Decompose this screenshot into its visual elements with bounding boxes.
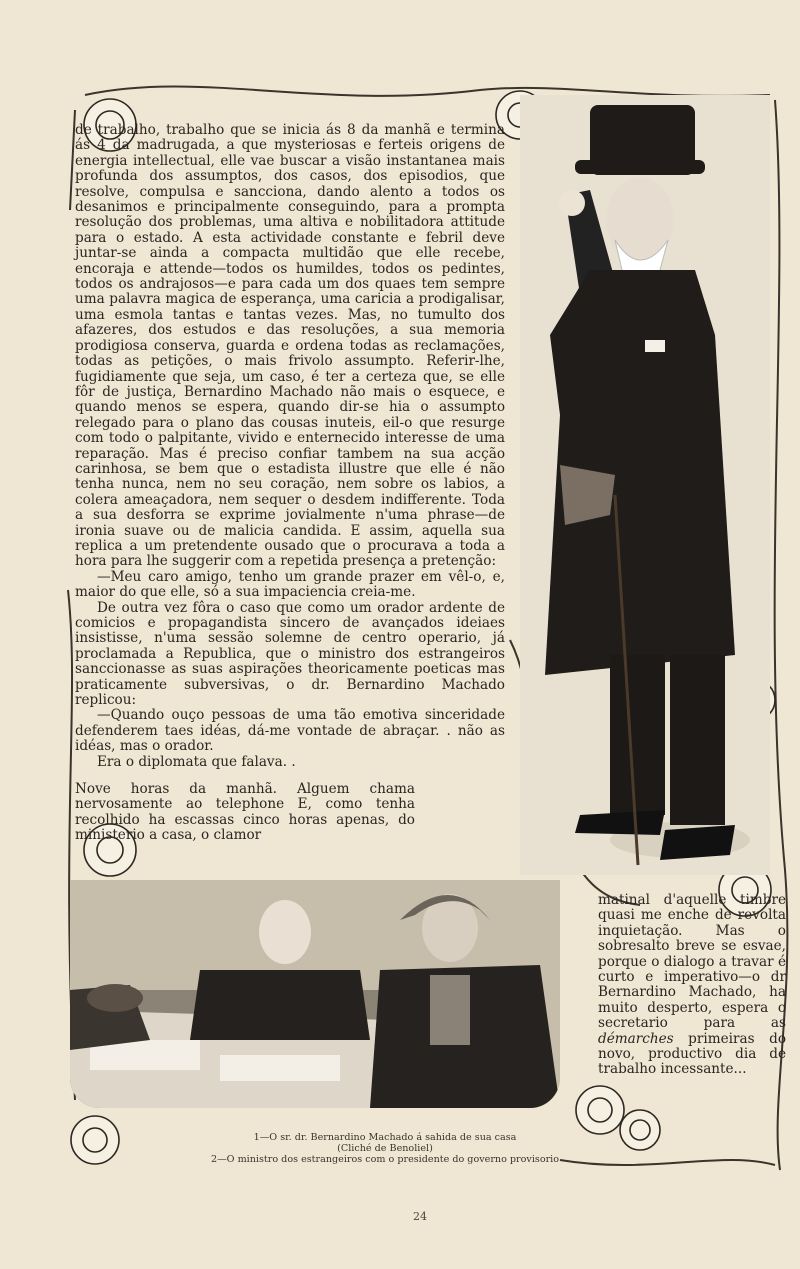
paragraph-2: —Meu caro amigo, tenho um grande prazer em vêl-o, e, maior do que elle, só a sua impaciencia creia-me. <box>75 568 505 601</box>
meeting-scene <box>70 880 560 1108</box>
meeting-photo <box>70 880 560 1108</box>
paragraph-6: Nove horas da manhã. Alguem chama nervosamente ao telephone E, como tenha recolhido ha escassas cinco horas apenas, do ministerio a casa, o clamor <box>75 781 415 844</box>
paragraph-1: de trabalho, trabalho que se inicia ás 8 da manhã e termina ás 4 da madrugada, a que mysteriosas e ferteis origens de energia intellectual, elle vae buscar a visão instantanea mais profunda dos assumptos, dos casos, dos episodios, que resolve, compulsa e sancciona, dando alento a todos os desanimos e principalmente conseguindo, para a prompta resolução dos problemas, uma altiva e nobilitadora attitude para o estado. A esta actividade constante e febril deve juntar-se ainda a compacta multidão que elle recebe, encoraja e attende—todos os humildes, todos os pedintes, todos os andrajosos—e para cada um dos quaes tem sempre uma palavra magica de esperança, uma caricia a prodigalisar, uma esmola tantas e tantas vezes. Mas, no tumulto dos afazeres, dos estudos e das resoluções, a sua memoria prodigiosa conserva, guarda e ordena todas as reclamações, todas as petições, o mais frivolo assumpto. Referir-lhe, fugidiamente que seja, um caso, é ter a certeza que, se elle fôr de justiça, Bernardino Machado não mais o esquece, e quando menos se espera, quando dir-se hia o assumpto relegado para o plano das cousas inuteis, eil-o que resurge com todo o palpitante, vivido e enternecido interesse de uma reparação. Mas é preciso confiar tambem na sua acção carinhosa, se bem que o estadista illustre que elle é não tenha nunca, nem no seu coração, nem sobre os labios, a colera ameaçadora, nem sequer o desdem indifferente. Toda a sua desforra se exprime jovialmente n'uma phrase—de ironia suave ou de malicia candida. E assim, aquella sua replica a um pretendente ousado que o procurava a toda a hora para lhe suggerir com a repetida presença a pretenção: <box>75 122 505 570</box>
page-number: 24 <box>413 1210 427 1223</box>
continuation-italic: démarches <box>598 1030 674 1047</box>
paragraph-4: —Quando ouço pessoas de uma tão emotiva sinceridade defenderem taes idéas, dá-me vontade de abraçar. . não as idéas, mas o orador. <box>75 707 505 755</box>
continuation-lead: matinal d'aquelle timbre quasi me enche de revolta inquietação. Mas o sobresalto breve se esvae, porque o dialogo a travar é curto e imperativo—o dr Bernardino Machado, ha muito desperto, espera o secretario para as <box>598 892 786 1032</box>
paragraph-3: De outra vez fôra o caso que como um orador ardente de comicios e propagandista sincero de avançados ideiaes insistisse, n'uma sessão solemne de centro operario, já proclamada a Republica, que o ministro dos estrangeiros sanccionasse as suas aspirações theoricamente poeticas mas praticamente subversivas, o dr. Bernardino Machado replicou: <box>75 599 505 709</box>
portrait-photo <box>520 95 770 875</box>
caption-line-1: 1—O sr. dr. Bernardino Machado á sahida de sua casa <box>253 1132 517 1143</box>
caption-line-3: 2—O ministro dos estrangeiros com o presidente do governo provisorio <box>210 1154 560 1165</box>
continuation-tail: primeiras do novo, productivo dia de trabalho incessante... <box>598 1030 786 1078</box>
article-body <box>75 123 505 844</box>
article-continuation <box>598 893 786 1078</box>
paragraph-5: Era o diplomata que falava. . <box>97 753 296 770</box>
photo-captions <box>150 1132 620 1165</box>
standing-man-figure <box>520 95 770 875</box>
caption-line-2: (Cliché de Benoliel) <box>337 1143 433 1154</box>
